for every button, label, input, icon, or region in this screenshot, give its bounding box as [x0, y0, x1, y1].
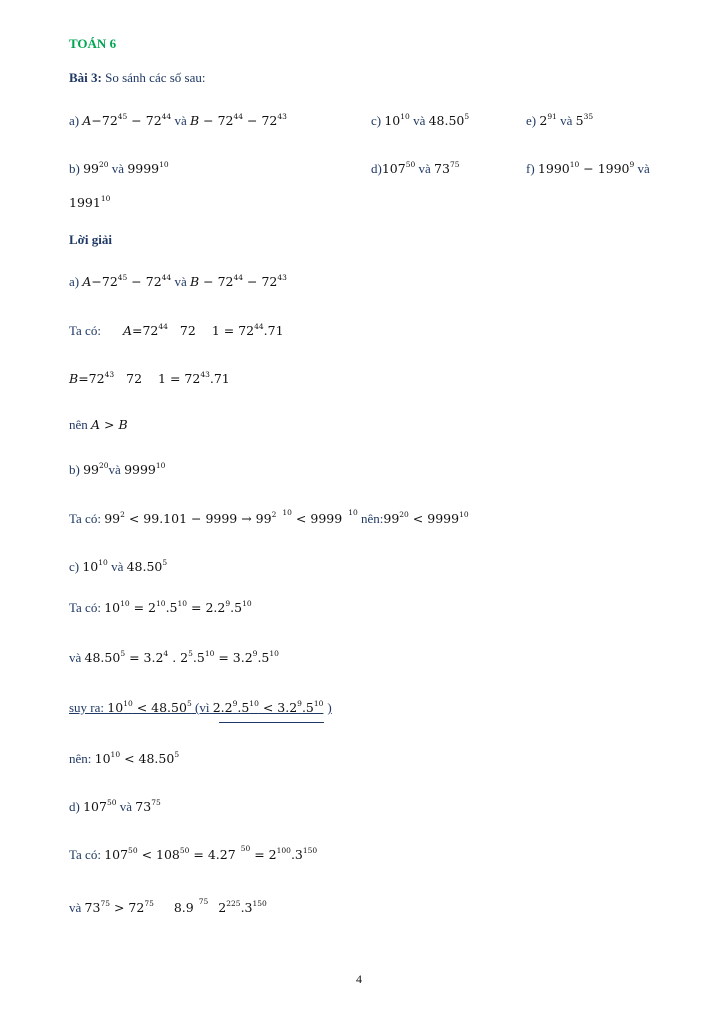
underline-rule [219, 722, 324, 723]
solution-c-line3: suy ra: $10^{10} < 48.50^5$ (vì $2.2^9.5^{10} < 3.2^9.5^{10}$ ) [69, 699, 332, 715]
page-number: 4 [356, 972, 362, 986]
part-b: b) $99^{20}$ và 9999$^{10}$ [69, 160, 169, 176]
problem-label: Bài 3: [69, 70, 102, 85]
problem-statement [69, 70, 206, 86]
solution-c-line1: Ta có: $10^{10} = 2^{10}.5^{10} = 2.2^9.5^{10}$ [69, 599, 252, 615]
solution-d-line2: và $73^{75} > 72^{75}$ 8.9 $^{75}$ $2^{225}.3^{150}$ [69, 897, 267, 915]
solution-c-line2: và $48.50^5 = 3.2^4$ . $2^5.5^{10} = 3.2^9.5^{10}$ [69, 649, 279, 665]
part-a: a) $A-72^{45} - 72^{44}$ và $B - 72^{44} - 72^{43}$ [69, 112, 287, 128]
solution-a-line1: Ta có: $A=72^{44}$ 72 $1 = 72^{44}.71$ [69, 322, 284, 338]
solution-c-conclusion: nên: $10^{10} < 48.50^5$ [69, 750, 180, 766]
solution-c-head: c) $10^{10}$ và 48.50$^5$ [69, 558, 168, 574]
part-e: e) $2^{91}$ và $5^{35}$ [526, 112, 594, 128]
solution-b-head: b) $99^{20}và$ 9999$^{10}$ [69, 461, 166, 477]
document-header: TOÁN 6 [69, 36, 117, 51]
part-c: c) $10^{10}$ và 48.50$^5$ [371, 112, 470, 128]
solution-d-line1: Ta có: $107^{50} < 108^{50} = 4.27$ $^{50} = 2^{100}.3^{150}$ [69, 844, 318, 862]
solution-d-head: d) $107^{50}$ và $73^{75}$ [69, 798, 161, 814]
solution-heading: Lời giải [69, 232, 112, 247]
part-d: $d)107^{50}$ và $73^{75}$ [371, 160, 460, 176]
solution-a-conclusion: nên A > B [69, 417, 128, 432]
solution-a-line2: $B=72^{43}$ 72 $1 = 72^{43}.71$ [69, 370, 230, 386]
problem-text: So sánh các số sau: [105, 70, 206, 85]
solution-a-head: a) $A-72^{45} - 72^{44}$ và $B - 72^{44} - 72^{43}$ [69, 273, 287, 289]
part-f: f) $1990^{10} - 1990^9$ và [526, 160, 650, 176]
solution-b-line1: Ta có: $99^2 < 99.101 - 9999 \to 99^2$ $^{10}$ < 9999 $^{10}$ $nên:99^{20} < 9999^{10}$ [69, 508, 469, 526]
part-f-continued: 1991$^{10}$ [69, 194, 111, 210]
